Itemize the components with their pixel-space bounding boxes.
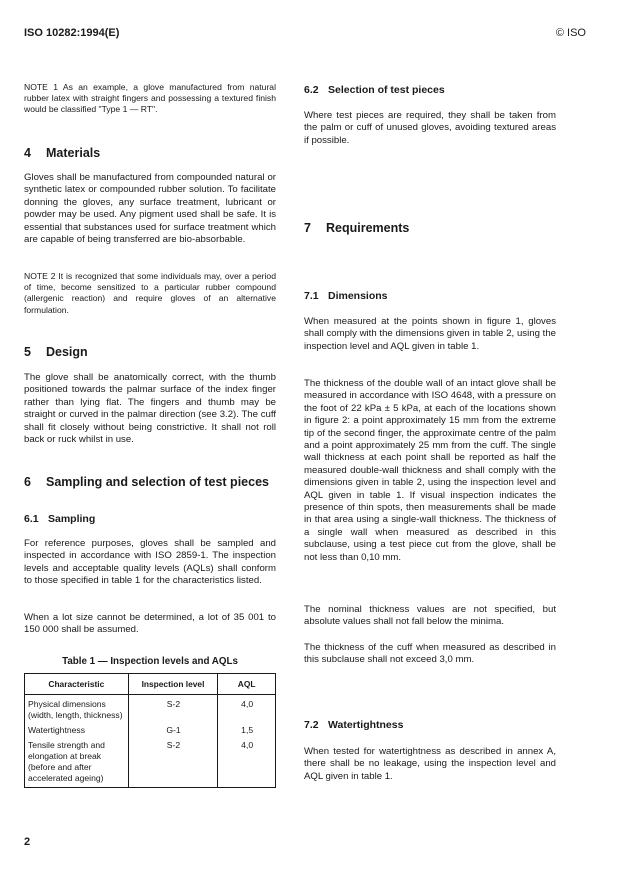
- section-title: Sampling: [48, 513, 96, 525]
- section-number: 7: [304, 221, 311, 235]
- note-2: NOTE 2 It is recognized that some individuals may, over a period of time, become sensitized to a particular rubber compound (allergenic reaction) and require gloves of an alternative formulation.: [24, 271, 276, 315]
- cell-characteristic: Tensile strength and elongation at break (before and after accelerated ageing): [25, 739, 129, 788]
- section-title: Dimensions: [328, 290, 388, 302]
- section-number: 6: [24, 475, 31, 489]
- section-7-2-heading: [304, 719, 556, 731]
- section-title: Selection of test pieces: [328, 84, 445, 96]
- section-6-2-heading: [304, 84, 556, 96]
- section-7-1-para-3: The nominal thickness values are not specified, but absolute values shall not fall below the minima.: [304, 604, 556, 628]
- section-4-heading: [24, 146, 276, 160]
- cell-aql: 1,5: [218, 724, 276, 739]
- table-row: [25, 695, 276, 725]
- section-number: 5: [24, 345, 31, 359]
- section-4-body: Gloves shall be manufactured from compounded natural or synthetic latex or compounded rubber solution. To facilitate donning the gloves, any surface treatment, lubricant or powder may be used. Any pigment used shall be safe. It is essential that substances used for surface treatment which are capable of being transferred are bio-absorbable.: [24, 172, 276, 246]
- running-header-standard: ISO 10282:1994(E): [24, 27, 120, 39]
- cell-aql: 4,0: [218, 695, 276, 725]
- section-6-1-para-1: For reference purposes, gloves shall be sampled and inspected in accordance with ISO 2859-1. The inspection levels and acceptable quality levels (AQLs) shall conform to those specified in table 1 for the characteristics listed.: [24, 538, 276, 587]
- column-header-aql: AQL: [218, 674, 276, 695]
- cell-inspection-level: S-2: [128, 739, 218, 788]
- section-6-1-heading: [24, 513, 276, 525]
- cell-inspection-level: G-1: [128, 724, 218, 739]
- section-6-2-body: Where test pieces are required, they shall be taken from the palm or cuff of unused gloves, avoiding textured areas if possible.: [304, 110, 556, 146]
- section-title: Design: [46, 345, 88, 359]
- section-title: Requirements: [326, 221, 410, 235]
- section-6-1-para-2: When a lot size cannot be determined, a lot of 35 001 to 150 000 shall be assumed.: [24, 612, 276, 636]
- section-7-heading: [304, 221, 556, 235]
- section-number: 7.2: [304, 719, 319, 731]
- cell-inspection-level: S-2: [128, 695, 218, 725]
- table-1-wrapper: [24, 673, 276, 788]
- cell-characteristic: Watertightness: [25, 724, 129, 739]
- column-header-inspection-level: Inspection level: [128, 674, 218, 695]
- section-title: Watertightness: [328, 719, 404, 731]
- section-number: 7.1: [304, 290, 319, 302]
- section-number: 6.1: [24, 513, 39, 525]
- table-1-caption: Table 1 — Inspection levels and AQLs: [62, 656, 238, 667]
- cell-characteristic: Physical dimensions (width, length, thickness): [25, 695, 129, 725]
- column-header-characteristic: Characteristic: [25, 674, 129, 695]
- section-5-body: The glove shall be anatomically correct, with the thumb positioned towards the palmar surface of the index finger rather than lying flat. The fingers and thumb may be straight or curved in the palmar direction (see 3.2). The cuff shall fit closely without being constrictive. It shall not roll back or ruck whilst in use.: [24, 372, 276, 446]
- table-row: [25, 724, 276, 739]
- section-7-2-body: When tested for watertightness as described in annex A, there shall be no leakage, using the inspection level and AQL given in table 1.: [304, 746, 556, 782]
- section-7-1-para-4: The thickness of the cuff when measured as described in this subclause shall not exceed 3,0 mm.: [304, 642, 556, 666]
- section-number: 6.2: [304, 84, 319, 96]
- section-6-heading: [24, 475, 276, 489]
- cell-aql: 4,0: [218, 739, 276, 788]
- section-title: Sampling and selection of test pieces: [46, 475, 269, 489]
- section-7-1-heading: [304, 290, 556, 302]
- section-title: Materials: [46, 146, 101, 160]
- note-1: NOTE 1 As an example, a glove manufactured from natural rubber latex with straight fingers and possessing a textured finish would be classified "Type 1 — RT".: [24, 82, 276, 115]
- table-row: [25, 739, 276, 788]
- section-7-1-para-1: When measured at the points shown in figure 1, gloves shall comply with the dimensions given in table 2, using the inspection level and AQL given in table 1.: [304, 316, 556, 352]
- running-header-copyright: © ISO: [555, 27, 586, 39]
- table-header-row: [25, 674, 276, 695]
- page-number: 2: [24, 836, 31, 848]
- section-number: 4: [24, 146, 31, 160]
- section-5-heading: [24, 345, 276, 359]
- table-1: [24, 673, 276, 788]
- section-7-1-para-2: The thickness of the double wall of an intact glove shall be measured in accordance with ISO 4648, with a pressure on the foot of 22 kPa ± 5 kPa, at each of the locations shown in figure 2: a point approximately 15 mm from the extreme tip of the second finger, the approximate centre of the palm and a point approximately 25 mm from the cuff. The single wall thickness at each point shall be reported as half the measured double-wall thickness and shall comply with the dimensions given in table 2, using the inspection level and AQL given in table 1. If visual inspection indicates the presence of thin spots, then measurements shall be made in that area using a single-wall thickness. The thickness of a single wall when measured as described in this subclause, using a test piece cut from the glove, shall be not less than 0,10 mm.: [304, 378, 556, 563]
